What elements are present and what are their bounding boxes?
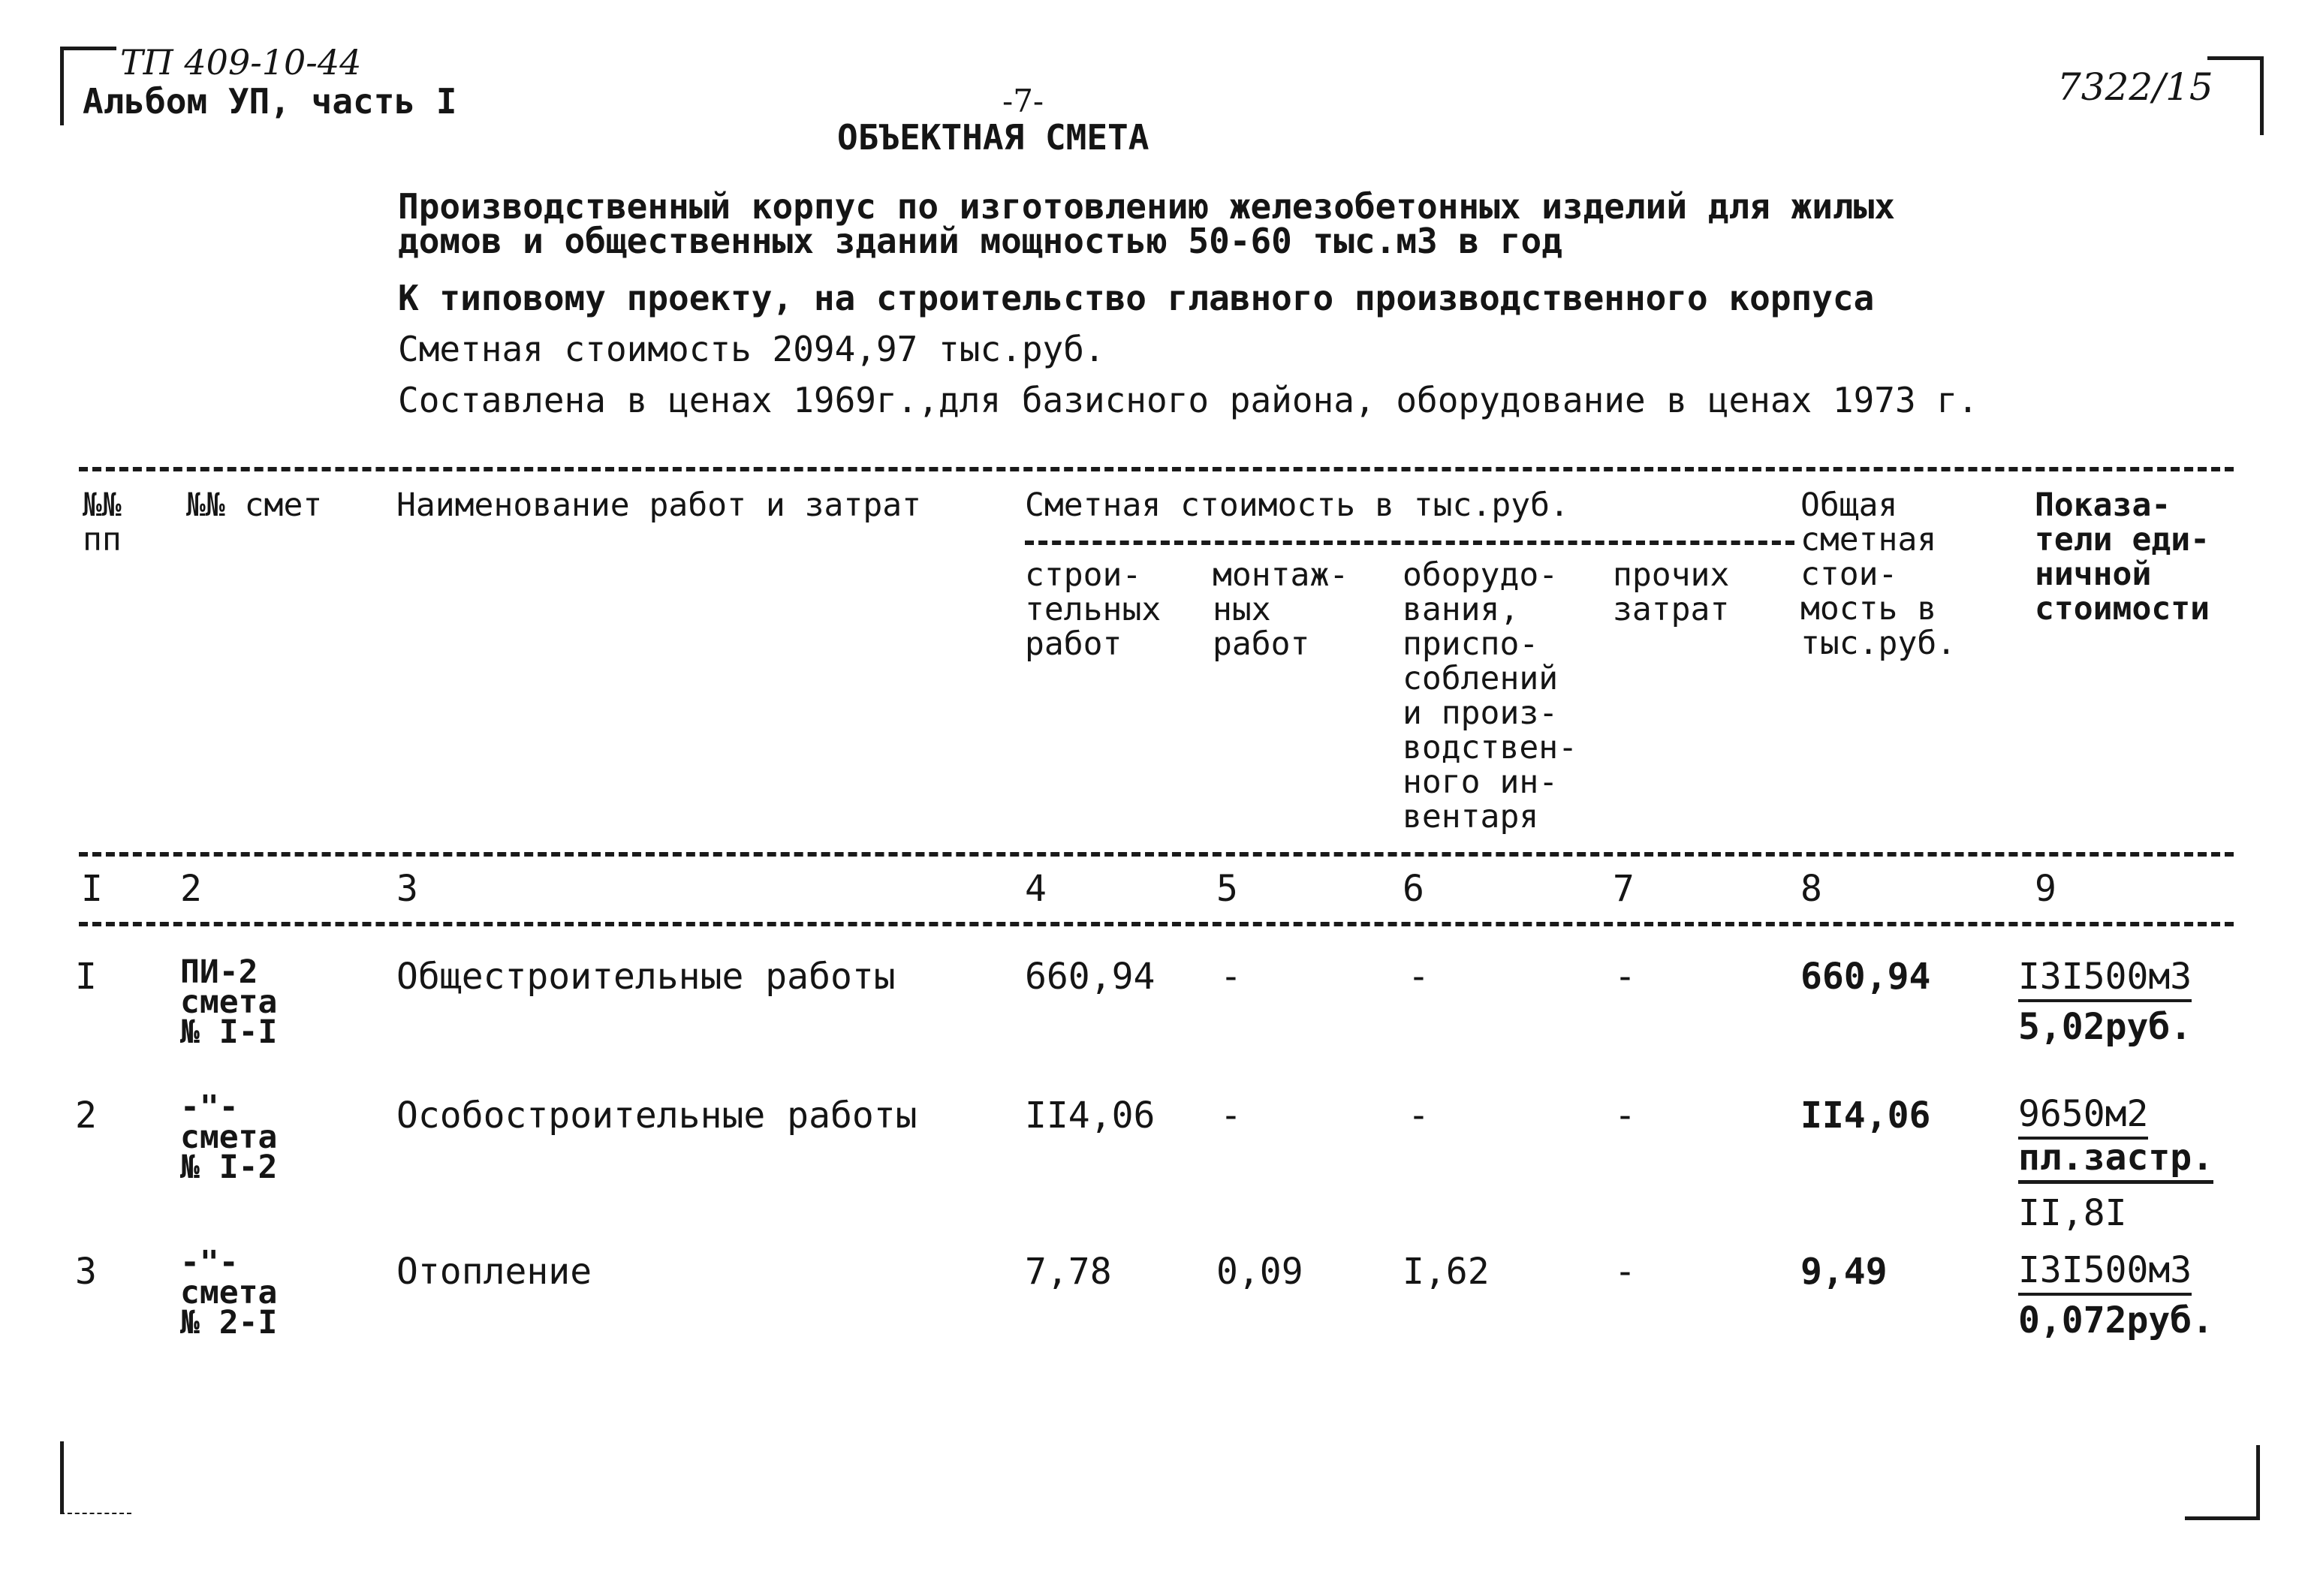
row-estimate-ref: -"- смета № 2-I — [180, 1244, 278, 1342]
row-unit-bottom: II,8I — [2018, 1192, 2127, 1234]
row-estimate-ref: -"- смета № I-2 — [180, 1089, 278, 1186]
row-name: Отопление — [396, 1251, 592, 1293]
row-equipment: - — [1408, 956, 1430, 998]
header-bottom-rule — [79, 852, 2234, 857]
row-unit-top: I3I500м3 — [2018, 1251, 2192, 1290]
column-number: 9 — [2035, 868, 2056, 910]
header-construction: строи- тельных работ — [1025, 556, 1162, 663]
row-total: II4,06 — [1800, 1095, 1931, 1137]
sheet-code: 7322/15 — [2057, 65, 2213, 109]
row-installation: - — [1220, 956, 1242, 998]
row-other: - — [1614, 1095, 1636, 1137]
header-cost-group: Сметная стоимость в тыс.руб. — [1025, 486, 1569, 524]
header-num-line1: №№ — [83, 486, 122, 524]
row-num: I — [75, 956, 97, 998]
header-installation: монтаж- ных работ — [1213, 556, 1349, 663]
corner-mark-top-right — [2207, 56, 2264, 135]
estimated-cost: Сметная стоимость 2094,97 тыс.руб. — [398, 329, 1105, 369]
row-unit-bottom: 5,02руб. — [2018, 1006, 2192, 1048]
row-unit-top: I3I500м3 — [2018, 957, 2192, 996]
table-top-rule — [79, 467, 2234, 471]
row-equipment: I,62 — [1403, 1251, 1490, 1293]
page-title: ОБЪЕКТНАЯ СМЕТА — [837, 117, 1149, 158]
project-reference: К типовому проекту, на строительство главного производственного корпуса — [398, 278, 1875, 318]
row-num: 2 — [75, 1095, 97, 1137]
row-installation: 0,09 — [1216, 1251, 1303, 1293]
column-number: 5 — [1216, 868, 1238, 910]
corner-mark-bottom-left — [60, 1441, 131, 1514]
row-name: Особостроительные работы — [396, 1095, 917, 1137]
page-number: -7- — [1002, 83, 1044, 119]
album-label: Альбом УП, часть I — [83, 81, 457, 122]
row-unit-bottom: 0,072руб. — [2018, 1299, 2214, 1342]
price-basis: Составлена в ценах 1969г.,для базисного района, оборудование в ценах 1973 г. — [398, 380, 1978, 420]
row-construction: 7,78 — [1025, 1251, 1112, 1293]
row-other: - — [1614, 1251, 1636, 1293]
header-unit-cost: Показа- тели еди- ничной стоимости — [2035, 486, 2210, 628]
handwritten-code: ТП 409-10-44 — [120, 42, 362, 83]
row-installation: - — [1220, 1095, 1242, 1137]
column-number: 4 — [1025, 868, 1047, 910]
cost-group-rule — [1025, 541, 1794, 545]
row-construction: II4,06 — [1025, 1095, 1156, 1137]
row-unit-top: 9650м2 — [2018, 1095, 2148, 1134]
column-numbers-rule — [79, 922, 2234, 926]
row-construction: 660,94 — [1025, 956, 1156, 998]
row-estimate-ref: ПИ-2 смета № I-I — [180, 953, 278, 1051]
row-unit-mid: пл.застр. — [2018, 1138, 2213, 1177]
row-other: - — [1614, 956, 1636, 998]
row-name: Общестроительные работы — [396, 956, 896, 998]
row-num: 3 — [75, 1251, 97, 1293]
column-number: 3 — [396, 868, 418, 910]
row-equipment: - — [1408, 1095, 1430, 1137]
header-estimate-no: №№ смет — [186, 486, 323, 524]
header-num-line2: пп — [83, 521, 122, 559]
column-number: I — [81, 868, 103, 910]
header-equipment: оборудо- вания, приспо- соблений и произ- водствен- ного ин- вентаря — [1403, 556, 1577, 836]
column-number: 8 — [1800, 868, 1822, 910]
column-number: 2 — [180, 868, 202, 910]
row-total: 660,94 — [1800, 956, 1931, 998]
corner-mark-bottom-right — [2185, 1445, 2260, 1520]
header-other: прочих затрат — [1613, 556, 1730, 628]
column-number: 6 — [1403, 868, 1424, 910]
row-total: 9,49 — [1800, 1251, 1888, 1293]
object-description-line2: домов и общественных зданий мощностью 50-60 тыс.м3 в год — [398, 221, 1562, 261]
header-total: Общая сметная стои- мость в тыс.руб. — [1800, 486, 1957, 662]
column-number: 7 — [1613, 868, 1635, 910]
object-description-line1: Производственный корпус по изготовлению железобетонных изделий для жилых — [398, 186, 1895, 227]
header-name: Наименование работ и затрат — [396, 486, 921, 524]
